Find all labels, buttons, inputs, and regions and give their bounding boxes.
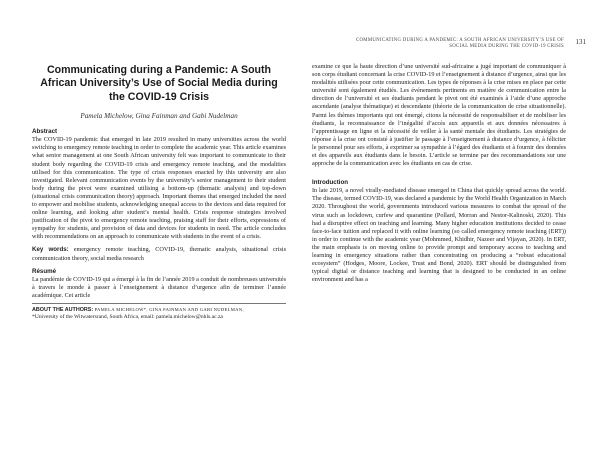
running-head-line-1: COMMUNICATING DURING A PANDEMIC: A SOUTH AFRICAN UNIVERSITY’S USE OF — [356, 38, 564, 43]
keywords-label: Key words: — [32, 246, 69, 254]
introduction-text: In late 2019, a novel virally-mediated disease emerged in China that quickly spread across the world. The disease, termed COVID-19, was declared a pandemic by the World Health Organization in March 2020. Throughout the world, governments introduced various measures to combat the spread of the virus such as lockdown, curfew and quarantine (Pollard, Morran and Nestor-Kalinoski, 2020). This had a disruptive effect on teaching and learning. Many higher education institutions decided to cease face-to-face tuition and replaced it with online learning (so called emergency remote teaching (ERT)) in order to continue with the academic year (Mohmmed, Khidhir, Nazeer and Vijayan, 2020). In ERT, the main emphasis is on moving online to provide prompt and temporary access to teaching and learning in emergency situations rather than concentrating on producing a “robust educational ecosystem” (Hodges, Moore, Lockee, Trust and Bond, 2020). ERT should be distinguished from typical digital or distance teaching and learning that is designed to be conducted in an online environment and has a — [312, 187, 566, 284]
author-list: Pamela Michelow, Gina Fainman and Gabi Nudelman — [80, 112, 238, 121]
abstract-heading: Abstract — [32, 128, 58, 136]
keywords-text: emergency remote teaching, COVID-19, thematic analysis, situational crisis communication theory, social media research — [32, 246, 286, 262]
resume-text-left: La pandémie de COVID-19 qui a émergé à la fin de l’année 2019 a conduit de nombreuses universités à travers le monde à passer à l’enseignement à distance d’urgence afin de terminer l’année académique. Cet article — [32, 275, 286, 299]
about-authors — [32, 303, 286, 321]
resume-heading: Résumé — [32, 267, 57, 275]
left-column — [32, 60, 286, 321]
about-affiliation: *University of the Witwatersrand, South Africa, email: pamela.michelow@nhls.ac.za — [32, 314, 223, 321]
introduction-heading: Introduction — [312, 179, 349, 187]
article-title: Communicating during a Pandemic: A South African University’s Use of Social Media during the COVID-19 Crisis — [40, 64, 278, 103]
right-column — [312, 62, 566, 284]
about-label: ABOUT THE AUTHORS: — [32, 306, 94, 313]
abstract-text: The COVID-19 pandemic that emerged in late 2019 resulted in many universities across the world switching to emergency remote teaching in order to complete the academic year. This article examines what senior management at one South African university felt was important to communicate to their student body regarding the COVID-19 crisis and emergency remote teaching, and the modalities utilised for this communication. The type of crisis responses enacted by this university are also investigated. Relevant communication events by the university’s senior management to their student body during the pivot were examined utilising a bottom-up (thematic analysis) and top-down (situational crisis communication theory) approach. Important themes that emerged included the need to empower and mobilise students, acknowledging unequal access to the devices and data required for online learning, and looking after student’s mental health. Crisis response strategies involved justification of the pivot to emergency remote teaching, praising staff for their efforts, expressions of sympathy for students, and provision of data and devices for students in need. The article concludes with recommendations on an approach to communicate with students in the event of a crisis. — [32, 136, 286, 241]
running-head-line-2: SOCIAL MEDIA DURING THE COVID-19 CRISIS — [449, 44, 564, 50]
keywords — [32, 246, 286, 262]
resume-text-right: examine ce que la haute direction d’une université sud-africaine a jugé important de communiquer à son corps étudiant concernant la crise COVID-19 et l’enseignement à distance d’urgence, ainsi que les modalités utilisées pour cette communication. Les types de réponses à la crise mises en place par cette université sont également étudiés. Les événements pertinents en matière de communication entre la direction de l’université et ses étudiants pendant le pivot ont été examinés à l’aide d’une approche ascendante (analyse thématique) et descendante (théorie de la communication de crise situationnelle). Parmi les thèmes importants qui ont émergé, citons la nécessité de responsabiliser et de mobiliser les étudiants, la reconnaissance de l’inégalité d’accès aux appareils et aux données nécessaires à l’apprentissage en ligne et la nécessité de veiller à la santé mentale des étudiants. Les stratégies de réponse à la crise ont consisté à justifier le passage à l’enseignement à distance d’urgence, à féliciter le personnel pour ses efforts, à exprimer sa sympathie à l’égard des étudiants et à fournir des données et des appareils aux étudiants dans le besoin. L’article se termine par des recommandations sur une approche de la communication avec les étudiants en cas de crise. — [312, 63, 566, 168]
running-head — [306, 38, 586, 50]
page-number: 131 — [575, 38, 586, 46]
about-names: PAMELA MICHELOW*, GINA FAINMAN AND GABI NUDELMAN, — [94, 306, 244, 312]
